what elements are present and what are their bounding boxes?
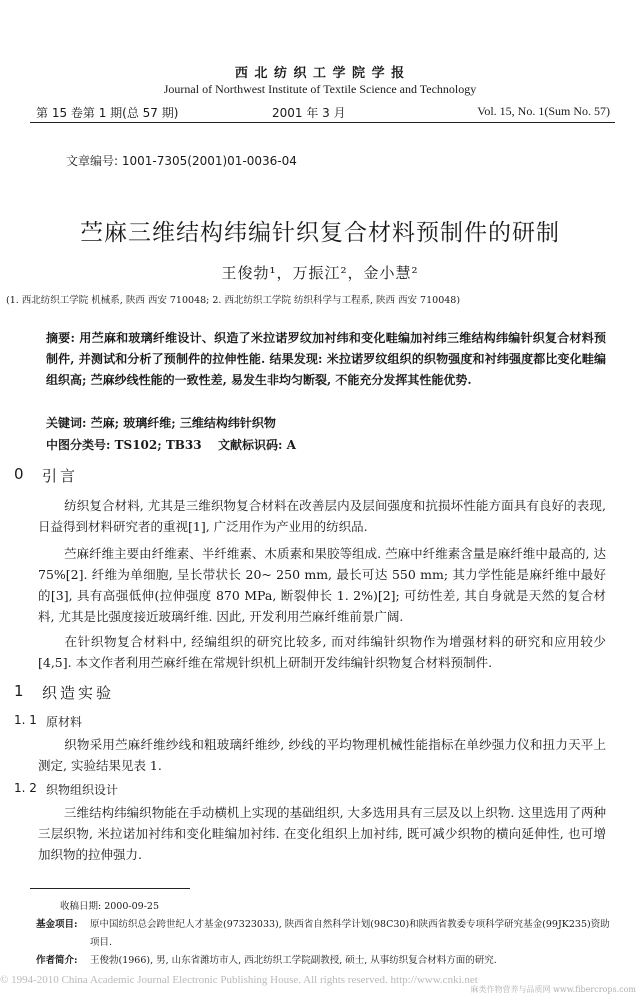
watermark: 麻类作物营养与品质网 www.fibercrops.com xyxy=(470,985,636,994)
paragraph-2 xyxy=(38,543,606,627)
volume-en: Vol. 15, No. 1(Sum No. 57) xyxy=(477,104,610,118)
classification: 中图分类号: TS102; TB33 xyxy=(46,438,202,452)
paragraph-1-text: 纺织复合材料, 尤其是三维织物复合材料在改善层内及层间强度和抗损坏性能方面具有良好的表现, 日益得到材料研究者的重视[1], 广泛用作为产业用的纺织品. xyxy=(38,498,606,534)
journal-title-cn: 西 北 纺 织 工 学 院 学 报 xyxy=(234,66,406,81)
paragraph-3 xyxy=(38,631,606,673)
subsection-1-2-title: 织物组织设计 xyxy=(46,783,119,797)
copyright-line: © 1994-2010 China Academic Journal Electronic Publishing House. All rights reserved. http://www.cnki.net xyxy=(0,974,478,986)
paragraph-4 xyxy=(38,734,606,776)
issue-date: 2001 年 3 月 xyxy=(272,106,346,120)
volume-cn: 第 15 卷第 1 期(总 57 期) xyxy=(36,106,179,120)
fund-label: 基金项目: xyxy=(36,919,78,930)
paragraph-5 xyxy=(38,802,606,865)
article-number: 文章编号: 1001-7305(2001)01-0036-04 xyxy=(66,154,297,168)
footnote-rule xyxy=(30,888,190,889)
section-0-number: 0 xyxy=(14,465,24,483)
paragraph-5-text: 三维结构纬编织物能在手动横机上实现的基础组织, 大多选用具有三层及以上织物. 这里选用了两种三层织物, 米拉诺加衬纬和变化畦编加衬纬. 在变化组织上加衬纬, 既可减少织物的横向延伸性, 也可增加织物的拉伸强力. xyxy=(38,805,606,862)
keywords: 关键词: 苎麻; 玻璃纤维; 三维结构纬针织物 xyxy=(46,416,276,430)
received-date: 收稿日期: 2000-09-25 xyxy=(60,901,159,912)
subsection-1-1-number: 1. 1 xyxy=(14,713,37,727)
document-code: 文献标识码: A xyxy=(218,438,296,452)
author-text: 王俊勃(1966), 男, 山东省潍坊市人, 西北纺织工学院副教授, 硕士, 从事纺织复合材料方面的研究. xyxy=(90,955,497,966)
paragraph-2-text: 苎麻纤维主要由纤维素、半纤维素、木质素和果胶等组成. 苎麻中纤维素含量是麻纤维中最高的, 达 75%[2]. 纤维为单细胞, 呈长带状长 20~ 250 mm, 最长可达 550 mm; 其力学性能是麻纤维中最好的[3], 具有高强低伸(拉伸强度 870 MPa, 断裂伸长 1. 2%)[2]; 可纺性差, 其自身就是天然的复合材料, 尤其是比强度接近玻璃纤维. 因此, 开发利用苎麻纤维前景广阔. xyxy=(38,546,606,624)
section-1-number: 1 xyxy=(14,682,24,700)
abstract: 摘要: 用苎麻和玻璃纤维设计、织造了米拉诺罗纹加衬纬和变化畦编加衬纬三维结构纬编针织复合材料预制件, 并测试和分析了预制件的拉伸性能. 结果发现: 米拉诺罗纹组织的织物强度和衬纬强度都比变化畦编组织高; 苎麻纱线性能的一致性差, 易发生非均匀断裂, 不能充分发挥其性能优势. xyxy=(46,331,606,387)
paragraph-3-text: 在针织物复合材料中, 经编组织的研究比较多, 而对纬编针织物作为增强材料的研究和应用较少[4,5]. 本文作者利用苎麻纤维在常规针织机上研制开发纬编针织物复合材料预制件. xyxy=(38,634,606,670)
paragraph-1 xyxy=(38,495,606,537)
paragraph-4-text: 织物采用苎麻纤维纱线和粗玻璃纤维纱, 纱线的平均物理机械性能指标在单纱强力仪和扭力天平上测定, 实验结果见表 1. xyxy=(38,737,606,773)
affiliations: (1. 西北纺织工学院 机械系, 陕西 西安 710048; 2. 西北纺织工学院 纺织科学与工程系, 陕西 西安 710048) xyxy=(6,295,461,306)
section-0-title: 引言 xyxy=(42,467,79,485)
journal-title-en: Journal of Northwest Institute of Textile Science and Technology xyxy=(163,82,477,96)
subsection-1-1-title: 原材料 xyxy=(46,715,83,729)
author-label: 作者简介: xyxy=(36,955,78,966)
paper-title: 苎麻三维结构纬编针织复合材料预制件的研制 xyxy=(80,220,560,246)
fund-text: 原中国纺织总会跨世纪人才基金(97323033), 陕西省自然科学计划(98C30)和陕西省教委专项科学研究基金(99JK235)资助项目. xyxy=(90,919,610,948)
subsection-1-2-number: 1. 2 xyxy=(14,781,37,795)
header-rule xyxy=(30,122,615,123)
section-1-title: 织造实验 xyxy=(42,684,115,702)
authors: 王俊勃¹，万振江²，金小慧² xyxy=(221,264,419,282)
